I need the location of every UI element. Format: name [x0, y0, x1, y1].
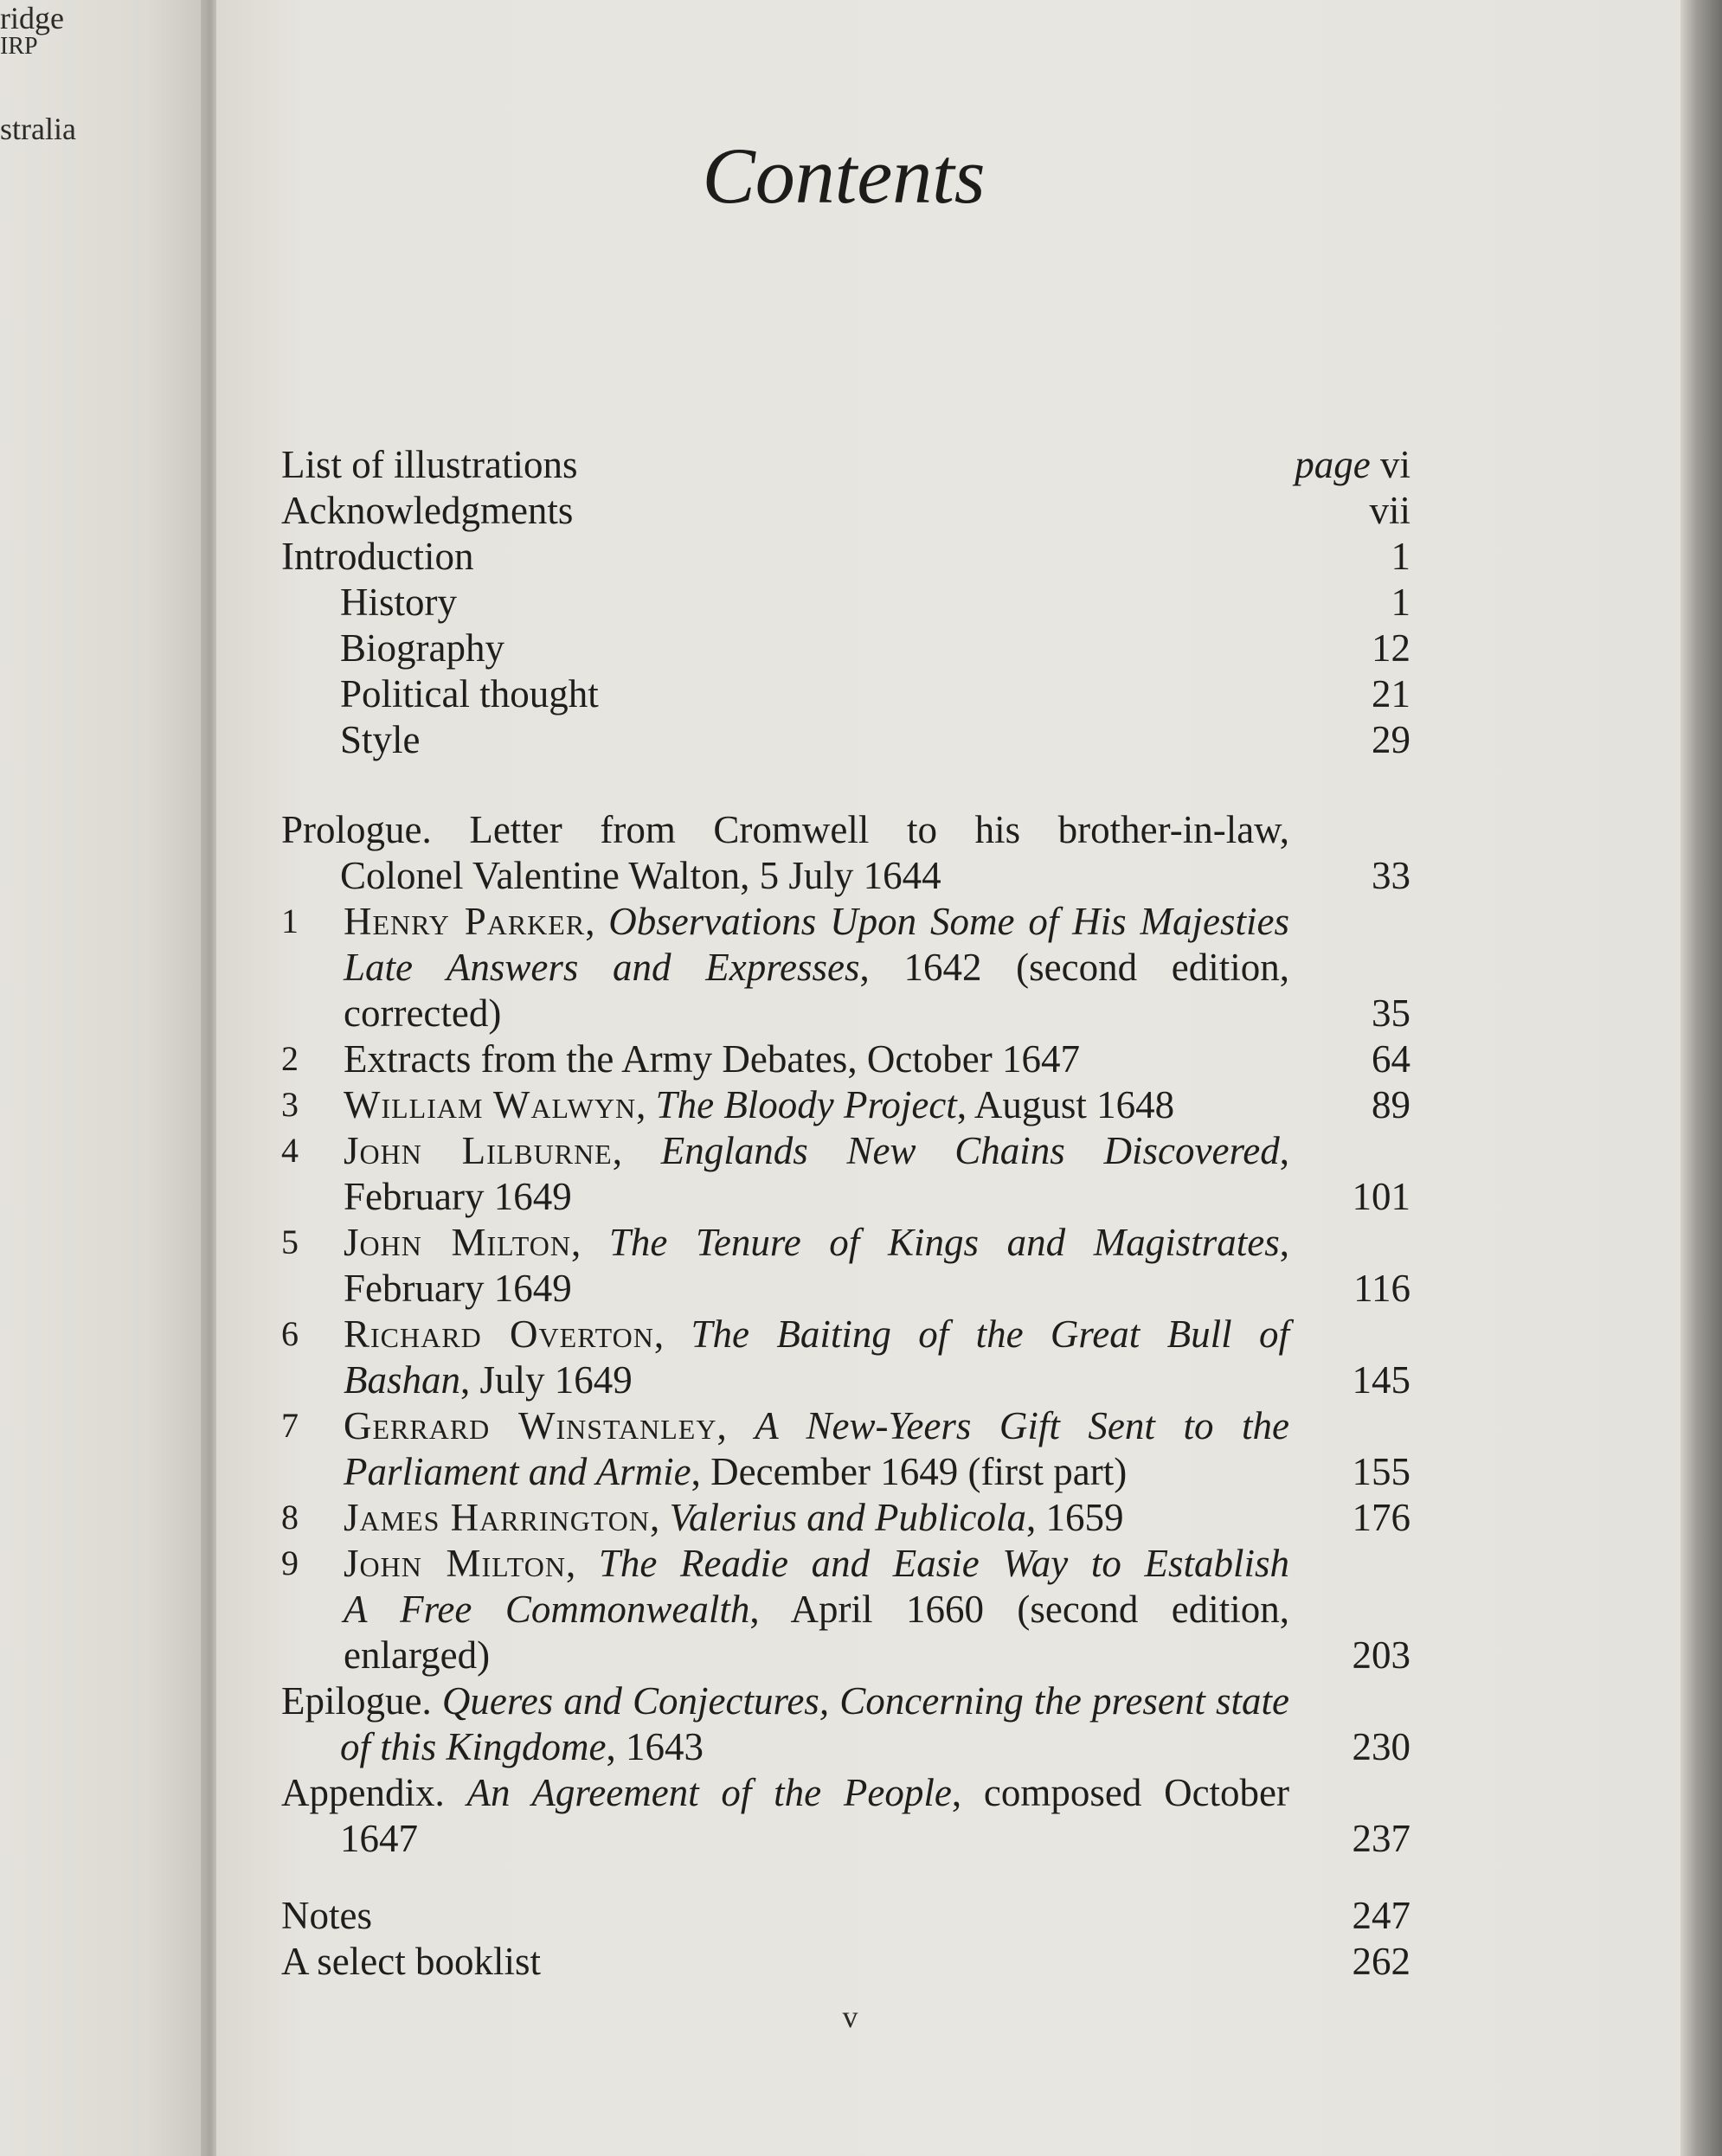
chapter-number: 2: [281, 1039, 299, 1078]
toc-label: corrected): [344, 991, 502, 1035]
page-number: v: [842, 1999, 858, 2034]
toc-chapter-cont: [281, 944, 1410, 991]
toc-prologue-cont: [281, 852, 1410, 899]
toc-chapter: [281, 1127, 1410, 1174]
toc-chapter-cont: [281, 1265, 1410, 1312]
toc-page: 29: [1372, 718, 1410, 761]
toc-label: Introduction: [281, 535, 474, 578]
toc-subentry: [281, 625, 1410, 671]
toc-chapter: [281, 1494, 1410, 1541]
toc-label: James Harrington, Valerius and Publicola, 1659: [344, 1496, 1124, 1539]
toc-page: 33: [1372, 854, 1410, 897]
facing-page-text-3: stralia: [0, 112, 76, 146]
toc-page: 64: [1372, 1037, 1410, 1081]
toc-chapter: [281, 1402, 1410, 1449]
toc-page: page vi: [1295, 443, 1410, 486]
toc-epilogue-cont: [281, 1723, 1410, 1770]
toc-entry: [281, 441, 1410, 488]
toc-appendix: [281, 1769, 1410, 1816]
toc-page: 101: [1352, 1175, 1410, 1218]
toc-page: 89: [1372, 1083, 1410, 1126]
toc-page: 21: [1372, 672, 1410, 715]
toc-prologue: [281, 806, 1410, 853]
toc-label: Richard Overton, The Baiting of the Great Bull of: [344, 1312, 1289, 1356]
toc-label: Epilogue. Queres and Conjectures, Concerning the present state: [281, 1679, 1289, 1723]
toc-chapter-cont: [281, 1632, 1410, 1678]
toc-label: February 1649: [344, 1267, 572, 1310]
facing-page-text-1: ridge: [0, 1, 64, 35]
toc-label: Acknowledgments: [281, 489, 574, 532]
toc-label: enlarged): [344, 1633, 491, 1677]
toc-label: John Milton, The Tenure of Kings and Magistrates,: [344, 1221, 1290, 1264]
toc-entry: [281, 1892, 1410, 1939]
toc-page: 237: [1352, 1817, 1410, 1860]
toc-page: 230: [1352, 1725, 1410, 1768]
toc-label: A select booklist: [281, 1940, 541, 1983]
toc-label: A Free Commonwealth, April 1660 (second edition,: [344, 1588, 1289, 1631]
page-edge: [1680, 0, 1722, 2156]
toc-label: Colonel Valentine Walton, 5 July 1644: [340, 854, 941, 897]
toc-page: 247: [1352, 1894, 1410, 1937]
toc-page: 145: [1352, 1358, 1410, 1402]
toc-label: Notes: [281, 1894, 372, 1937]
toc-entry: [281, 487, 1410, 534]
toc-label: Bashan, July 1649: [344, 1358, 633, 1402]
toc-label: Appendix. An Agreement of the People, composed October: [281, 1771, 1290, 1814]
toc-label: Gerrard Winstanley, A New-Yeers Gift Sent to the: [344, 1404, 1289, 1447]
toc-label: Parliament and Armie, December 1649 (first part): [344, 1450, 1128, 1493]
toc-page: 155: [1352, 1450, 1410, 1493]
toc-page: 116: [1353, 1267, 1410, 1310]
chapter-number: 6: [281, 1314, 299, 1353]
toc-appendix-cont: [281, 1815, 1410, 1862]
toc-chapter: [281, 1540, 1410, 1587]
toc-page: 1: [1391, 535, 1410, 578]
toc-entry: [281, 1938, 1410, 1985]
facing-page: [0, 0, 208, 2156]
toc-subentry: [281, 671, 1410, 717]
chapter-number: 8: [281, 1498, 299, 1537]
toc-page: 262: [1352, 1940, 1410, 1983]
toc-label: List of illustrations: [281, 443, 578, 486]
toc-label: Extracts from the Army Debates, October 1647: [344, 1037, 1081, 1081]
chapter-number: 7: [281, 1406, 299, 1445]
facing-page-text-2: IRP: [0, 33, 38, 60]
toc-label: John Lilburne, Englands New Chains Discovered,: [344, 1129, 1290, 1172]
toc-label: Late Answers and Expresses, 1642 (second edition,: [344, 946, 1289, 989]
toc-chapter-cont: [281, 990, 1410, 1036]
toc-label: John Milton, The Readie and Easie Way to Establish: [344, 1542, 1289, 1585]
toc-chapter: [281, 1081, 1410, 1128]
chapter-number: 3: [281, 1085, 299, 1124]
toc-epilogue: [281, 1678, 1410, 1724]
toc-label: William Walwyn, The Bloody Project, August 1648: [344, 1083, 1175, 1126]
toc-label: February 1649: [344, 1175, 572, 1218]
toc-page: 12: [1372, 626, 1410, 670]
toc-page: 203: [1352, 1633, 1410, 1677]
toc-chapter-cont: [281, 1448, 1410, 1495]
toc-page: vii: [1369, 489, 1410, 532]
toc-page: 176: [1352, 1496, 1410, 1539]
toc-chapter-cont: [281, 1173, 1410, 1220]
toc-entry: [281, 533, 1410, 580]
toc-chapter: [281, 898, 1410, 945]
toc-label: History: [340, 581, 457, 624]
chapter-number: 1: [281, 902, 299, 940]
chapter-number: 9: [281, 1543, 299, 1582]
chapter-number: 4: [281, 1131, 299, 1170]
toc-subentry: [281, 716, 1410, 763]
toc-label: of this Kingdome, 1643: [340, 1725, 704, 1768]
toc-label: Style: [340, 718, 421, 761]
toc-subentry: [281, 579, 1410, 626]
toc-label: Biography: [340, 626, 504, 670]
toc-page: 1: [1391, 581, 1410, 624]
toc-chapter-cont: [281, 1357, 1410, 1403]
toc-chapter: [281, 1036, 1410, 1082]
toc-label: Prologue. Letter from Cromwell to his brother-in-law,: [281, 808, 1289, 851]
page-title: Contents: [702, 132, 986, 220]
toc-chapter: [281, 1311, 1410, 1357]
toc-label: 1647: [340, 1817, 418, 1860]
chapter-number: 5: [281, 1222, 299, 1261]
toc-chapter-cont: [281, 1586, 1410, 1633]
toc-page: 35: [1372, 991, 1410, 1035]
toc-label: Political thought: [340, 672, 599, 715]
toc-label: Henry Parker, Observations Upon Some of His Majesties: [344, 900, 1290, 943]
toc-chapter: [281, 1219, 1410, 1266]
